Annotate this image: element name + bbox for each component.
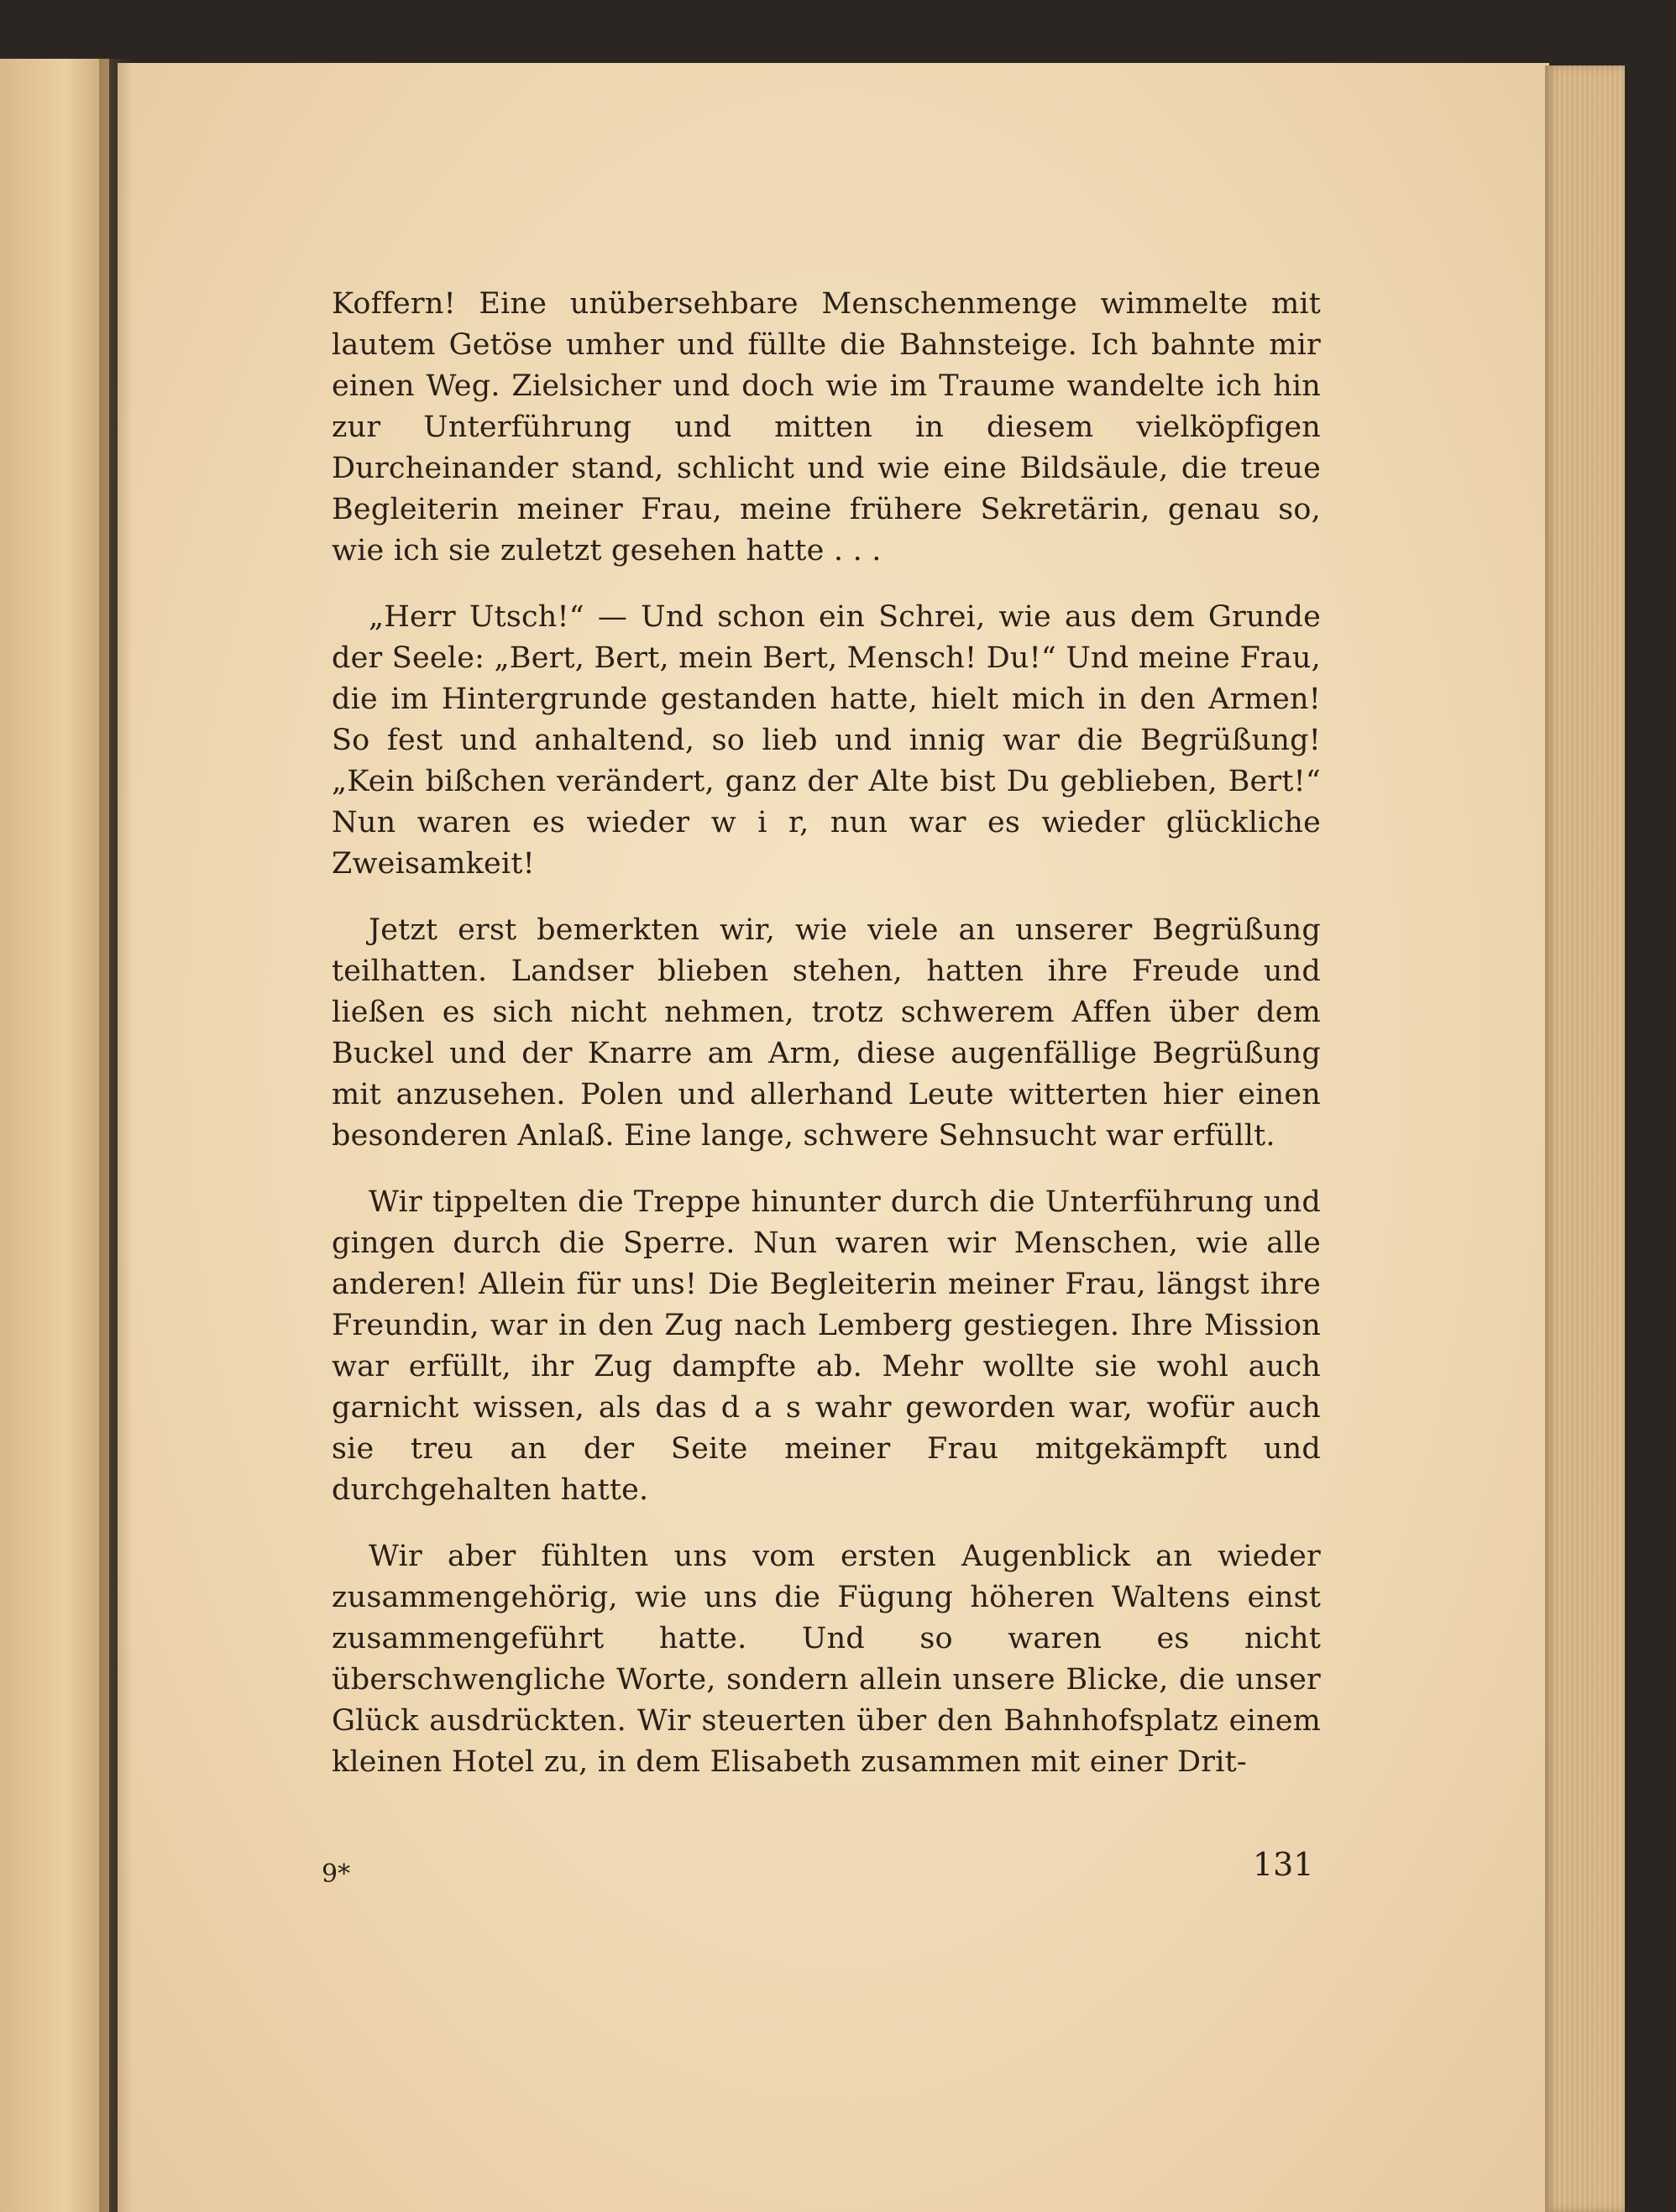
paragraph: Koffern! Eine unübersehbare Menschenmenge wimmelte mit lautem Getöse umher und füllte die Bahnsteige. Ich bahnte mir einen Weg. Zielsicher und doch wie im Traume wandelte ich hin zur Unterführung und mitten in diesem vielköpfigen Durcheinander stand, schlicht und wie eine Bildsäule, die treue Begleiterin meiner Frau, meine frühere Sekretärin, genau so, wie ich sie zuletzt gesehen hatte . . .: [332, 287, 1321, 567]
paragraph: Wir aber fühlten uns vom ersten Augenblick an wieder zusammengehörig, wie uns die Fügung höheren Waltens einst zusammengeführt hatte. Und so waren es nicht überschwengliche Worte, sondern allein unsere Blicke, die unser Glück ausdrückten. Wir steuerten über den Bahnhofsplatz einem kleinen Hotel zu, in dem Elisabeth zusammen mit einer Drit-: [332, 1540, 1321, 1779]
paragraph: Wir tippelten die Treppe hinunter durch die Unterführung und gingen durch die Sperre. Nun waren wir Menschen, wie alle anderen! Allein für uns! Die Begleiterin meiner Frau, längst ihre Freundin, war in den Zug nach Lemberg gestiegen. Ihre Mission war erfüllt, ihr Zug dampfte ab. Mehr wollte sie wohl auch garnicht wissen, als das d a s wahr geworden war, wofür auch sie treu an der Seite meiner Frau mitgekämpft und durchgehalten hatte.: [332, 1185, 1321, 1507]
paragraph: Jetzt erst bemerkten wir, wie viele an unserer Begrüßung teilhatten. Landser blieben stehen, hatten ihre Freude und ließen es sich nicht nehmen, trotz schwerem Affen über dem Buckel und der Knarre am Arm, diese augenfällige Begrüßung mit anzusehen. Polen und allerhand Leute witterten hier einen besonderen Anlaß. Eine lange, schwere Sehnsucht war erfüllt.: [332, 913, 1321, 1153]
signature-mark: 9*: [322, 1859, 351, 1889]
body-text: [332, 284, 1321, 1808]
left-page-edge: [0, 59, 109, 2212]
page-fore-edge: [1545, 65, 1625, 2212]
page-number: 131: [1253, 1846, 1314, 1883]
paragraph: „Herr Utsch!“ — Und schon ein Schrei, wie aus dem Grunde der Seele: „Bert, Bert, mein Bert, Mensch! Du!“ Und meine Frau, die im Hintergrunde gestanden hatte, hielt mich in den Armen! So fest und anhaltend, so lieb und innig war die Begrüßung! „Kein bißchen verändert, ganz der Alte bist Du geblieben, Bert!“ Nun waren es wieder w i r, nun war es wieder glückliche Zweisamkeit!: [332, 600, 1321, 881]
spine-shadow: [99, 59, 133, 2212]
